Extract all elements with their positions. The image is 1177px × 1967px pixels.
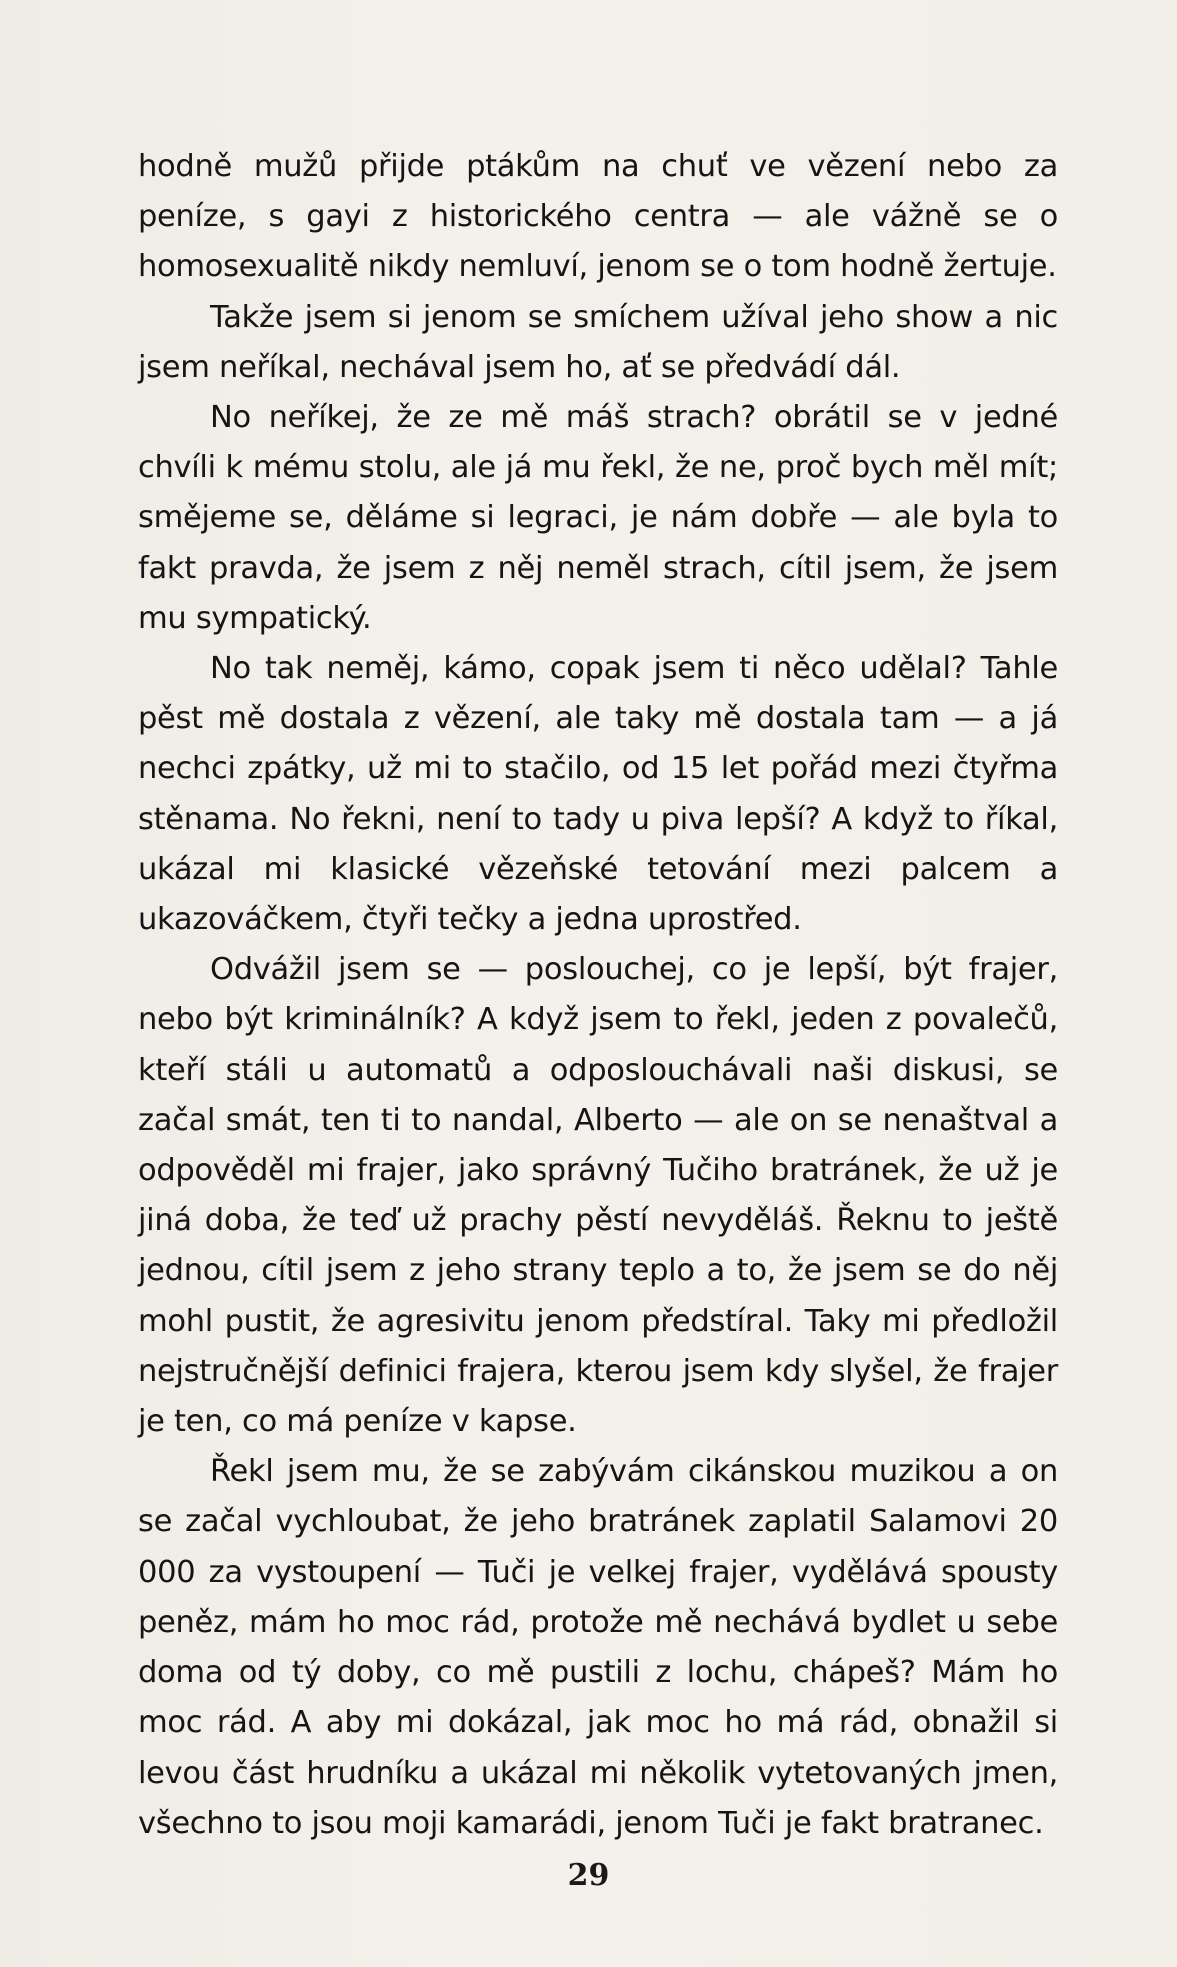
paragraph: No tak neměj, kámo, copak jsem ti něco udělal? Tahle pěst mě dostala z vězení, ale taky mě dostala tam — a já nechci zpátky, už mi to stačilo, od 15 let pořád mezi čtyřma stěnama. No řekni, není to tady u piva lepší? A když to říkal, ukázal mi klasické vězeňské tetování mezi palcem a ukazováčkem, čtyři tečky a jedna uprostřed.	[138, 651, 1058, 938]
body-text	[138, 142, 1058, 1849]
paragraph: hodně mužů přijde ptákům na chuť ve vězení nebo za peníze, s gayi z historického centra — ale vážně se o homosexualitě nikdy nemluví, jenom se o tom hodně žertuje.	[138, 149, 1058, 285]
paragraph: Řekl jsem mu, že se zabývám cikánskou muzikou a on se začal vychloubat, že jeho bratránek zaplatil Salamovi 20 000 za vystoupení — Tuči je velkej frajer, vydělává spousty peněz, mám ho moc rád, protože mě nechává bydlet u sebe doma od tý doby, co mě pustili z lochu, chápeš? Mám ho moc rád. A aby mi dokázal, jak moc ho má rád, obnažil si levou část hrudníku a ukázal mi několik vytetovaných jmen, všechno to jsou moji kamarádi, jenom Tuči je fakt bratranec.	[138, 1454, 1058, 1841]
paragraph: Takže jsem si jenom se smíchem užíval jeho show a nic jsem neříkal, nechával jsem ho, ať se předvádí dál.	[138, 299, 1058, 385]
paragraph: No neříkej, že ze mě máš strach? obrátil se v jedné chvíli k mému stolu, ale já mu řekl, že ne, proč bych měl mít; smějeme se, děláme si legraci, je nám dobře — ale byla to fakt pravda, že jsem z něj neměl strach, cítil jsem, že jsem mu sympatický.	[138, 400, 1058, 636]
paragraph: Odvážil jsem se — poslouchej, co je lepší, být frajer, nebo být kriminálník? A když jsem to řekl, jeden z povalečů, kteří stáli u automatů a odposlouchávali naši diskusi, se začal smát, ten ti to nandal, Alberto — ale on se nenaštval a odpověděl mi frajer, jako správný Tučiho bratránek, že už je jiná doba, že teď už prachy pěstí nevyděláš. Řeknu to ještě jednou, cítil jsem z jeho strany teplo a to, že jsem se do něj mohl pustit, že agresivitu jenom předstíral. Taky mi předložil nejstručnější definici frajera, kterou jsem kdy slyšel, že frajer je ten, co má peníze v kapse.	[138, 952, 1058, 1440]
page-number: 29	[567, 1858, 610, 1893]
